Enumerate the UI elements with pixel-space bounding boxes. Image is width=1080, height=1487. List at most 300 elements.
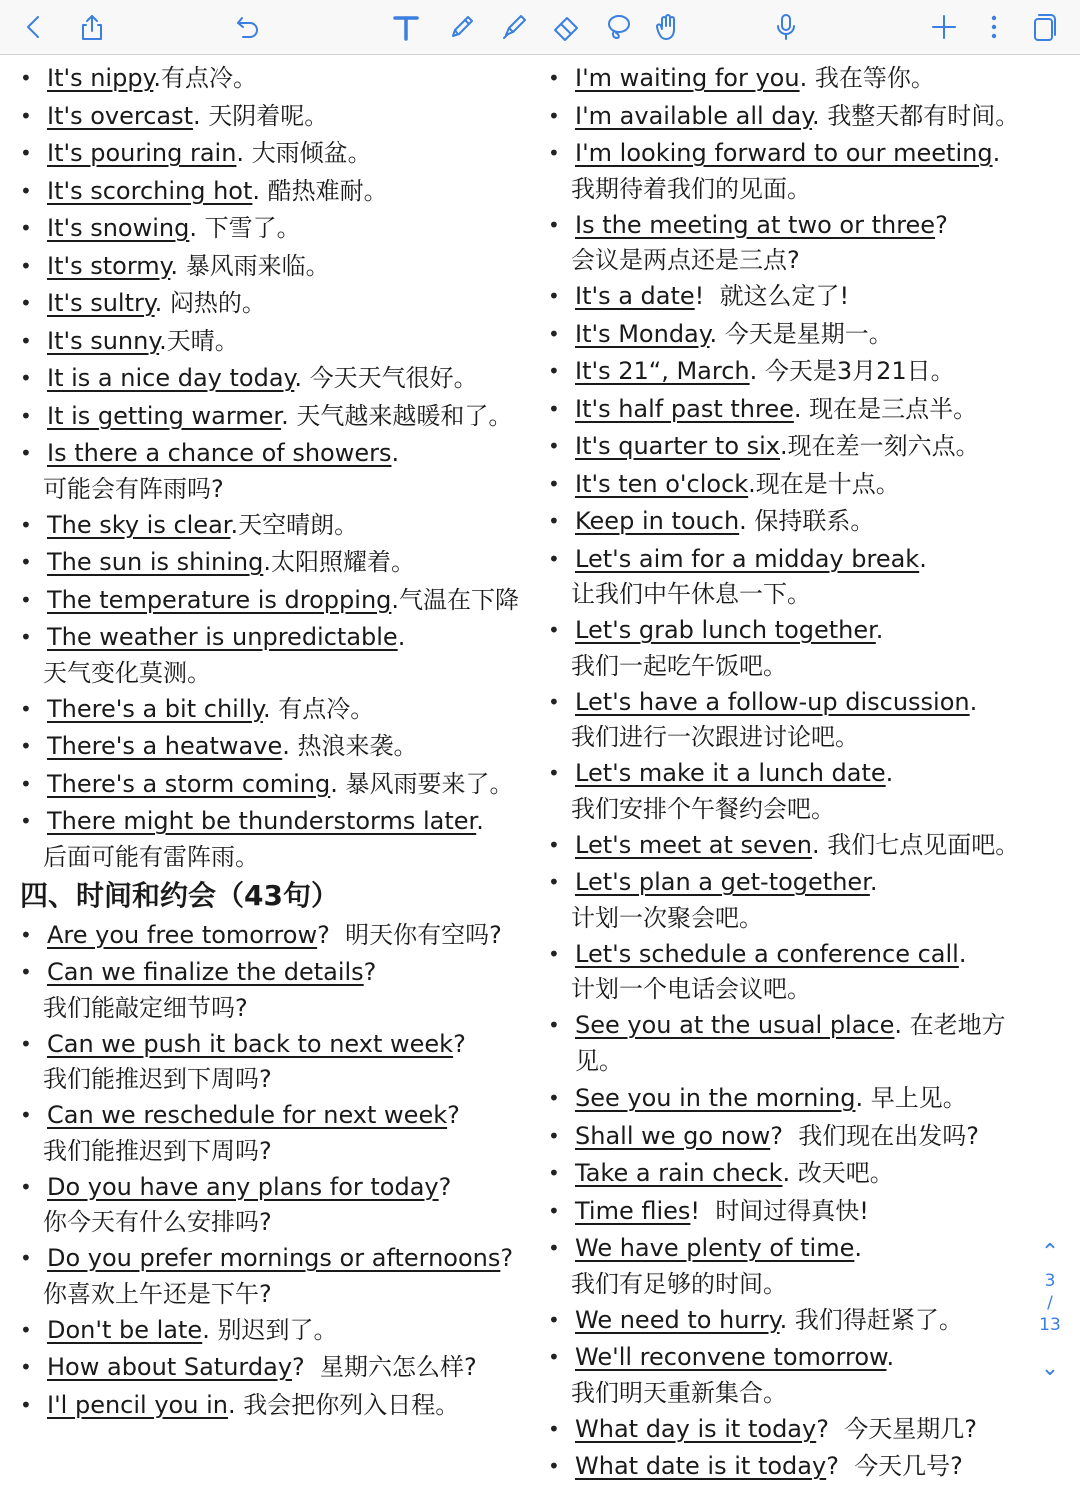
- bullet: •: [20, 291, 32, 315]
- chinese-translation: 我们安排个午餐约会吧。: [571, 794, 835, 823]
- bullet: •: [548, 832, 560, 857]
- phrase-punctuation: ?: [363, 958, 377, 986]
- bullet: •: [20, 512, 32, 537]
- phrase-punctuation: .: [202, 1315, 218, 1344]
- more-icon[interactable]: [972, 5, 1016, 49]
- chinese-translation: 天气变化莫测。: [43, 658, 211, 687]
- list-item: [20, 211, 525, 247]
- chinese-translation: 明天你有空吗?: [345, 920, 502, 949]
- english-phrase: Let's plan a get-together: [575, 868, 870, 896]
- english-phrase: It's a date: [575, 282, 695, 310]
- english-phrase: See you in the morning: [575, 1084, 856, 1112]
- chinese-translation: 太阳照耀着。: [270, 548, 415, 576]
- list-item: [20, 1313, 525, 1349]
- bullet: •: [548, 546, 560, 571]
- page-separator: /: [1047, 1293, 1053, 1313]
- chinese-translation: 大雨倾盆。: [251, 139, 372, 167]
- chinese-translation: 有点冷。: [161, 64, 257, 92]
- phrase-punctuation: !: [694, 282, 720, 310]
- phrase-punctuation: .: [799, 64, 815, 92]
- chinese-translation: 星期六怎么样?: [320, 1353, 477, 1381]
- right-column: [548, 61, 1048, 1487]
- list-item: [20, 1388, 525, 1424]
- chinese-translation: 我们有足够的时间。: [571, 1269, 787, 1298]
- chinese-translation: 我在等你。: [814, 64, 935, 92]
- chinese-translation: 下雪了。: [204, 214, 301, 242]
- english-phrase: Are you free tomorrow: [47, 920, 318, 949]
- bullet: •: [548, 471, 560, 496]
- bullet: •: [20, 1103, 32, 1127]
- bullet: •: [20, 771, 32, 796]
- chinese-translation: 我们一起吃午饭吧。: [571, 651, 787, 680]
- phrase-punctuation: .: [294, 364, 310, 392]
- list-item: [20, 136, 525, 172]
- phrase-punctuation: .: [263, 548, 271, 576]
- phrase-punctuation: .: [189, 214, 205, 242]
- current-page: 3: [1044, 1271, 1056, 1291]
- english-phrase: The weather is unpredictable: [47, 623, 398, 651]
- time-phrase-list: [20, 918, 525, 1424]
- bullet: •: [20, 441, 32, 465]
- english-phrase: Keep in touch: [575, 507, 740, 535]
- chinese-translation: 别迟到了。: [217, 1315, 338, 1344]
- phrase-punctuation: ?: [453, 1029, 466, 1058]
- list-item: [20, 174, 525, 210]
- phrase-punctuation: ?: [438, 1172, 452, 1201]
- bullet: •: [548, 1416, 560, 1441]
- list-item: [548, 392, 1048, 428]
- list-item: [548, 136, 1048, 206]
- english-phrase: It's snowing: [47, 214, 190, 242]
- list-item: [20, 1241, 525, 1311]
- bullet: •: [548, 509, 560, 533]
- list-item: [548, 756, 1048, 826]
- list-item: [20, 583, 525, 619]
- chinese-translation: 我整天都有时间。: [827, 101, 1020, 130]
- list-item: [20, 1027, 525, 1097]
- phrase-punctuation: .: [886, 1343, 895, 1371]
- english-phrase: I'm waiting for you: [575, 64, 800, 92]
- bullet: •: [20, 366, 32, 390]
- list-item: [20, 729, 525, 765]
- phrase-punctuation: ?: [317, 920, 346, 949]
- phrase-punctuation: .: [252, 176, 268, 205]
- english-phrase: We need to hurry: [575, 1305, 780, 1334]
- english-phrase: Let's grab lunch together: [575, 616, 876, 644]
- bullet: •: [548, 396, 560, 421]
- phrase-punctuation: .: [958, 939, 967, 968]
- undo-icon[interactable]: [226, 5, 270, 49]
- chinese-translation: 我们七点见面吧。: [827, 830, 1020, 859]
- english-phrase: It's sunny: [47, 326, 160, 355]
- english-phrase: It's scorching hot: [47, 176, 253, 205]
- appointment-phrase-list: [548, 61, 1048, 1485]
- phrase-punctuation: .: [854, 1234, 862, 1262]
- chinese-translation: 我们能推迟到下周吗?: [43, 1136, 272, 1165]
- phrase-punctuation: ?: [826, 1452, 855, 1480]
- share-icon[interactable]: [70, 5, 114, 49]
- phrase-punctuation: .: [885, 759, 894, 787]
- chinese-translation: 今天几号?: [854, 1452, 963, 1480]
- english-phrase: It's sultry: [47, 289, 155, 317]
- bullet: •: [20, 1392, 32, 1417]
- chinese-translation: 你喜欢上午还是下午?: [43, 1279, 272, 1308]
- bullet: •: [548, 1236, 560, 1260]
- english-phrase: Is the meeting at two or three: [575, 210, 936, 239]
- phrase-punctuation: ?: [500, 1244, 514, 1272]
- add-icon[interactable]: [922, 5, 966, 49]
- bullet: •: [548, 141, 560, 165]
- phrase-punctuation: ?: [292, 1353, 321, 1381]
- chinese-translation: 在老地方见。: [575, 1011, 1006, 1075]
- list-item: [548, 828, 1048, 864]
- bullet: •: [548, 1161, 560, 1185]
- list-item: [20, 545, 525, 581]
- list-item: [548, 1081, 1048, 1117]
- chinese-translation: 现在差一刻六点。: [787, 432, 980, 460]
- list-item: [20, 361, 525, 397]
- english-phrase: Do you prefer mornings or afternoons: [47, 1244, 501, 1272]
- english-phrase: It's quarter to six: [575, 432, 781, 460]
- phrase-punctuation: .: [153, 64, 161, 92]
- english-phrase: The temperature is dropping: [47, 585, 392, 614]
- chinese-translation: 酷热难耐。: [267, 176, 388, 205]
- chinese-translation: 我期待着我们的见面。: [571, 174, 811, 203]
- english-phrase: I'm looking forward to our meeting: [575, 139, 993, 167]
- english-phrase: Can we push it back to next week: [47, 1029, 454, 1058]
- list-item: [548, 279, 1048, 315]
- list-item: [20, 804, 525, 874]
- phrase-punctuation: .: [855, 1084, 871, 1112]
- english-phrase: Is there a chance of showers: [47, 439, 392, 467]
- bullet: •: [20, 253, 32, 278]
- list-item: [20, 99, 525, 135]
- english-phrase: The sky is clear: [47, 510, 231, 539]
- phrase-punctuation: .: [749, 357, 765, 385]
- bullet: •: [20, 625, 32, 649]
- list-item: [548, 429, 1048, 465]
- bullet: •: [20, 178, 32, 203]
- chinese-translation: 计划一次聚会吧。: [571, 903, 763, 932]
- list-item: [548, 1340, 1048, 1410]
- chinese-translation: 气温在下降: [399, 585, 520, 614]
- english-phrase: There might be thunderstorms later: [47, 807, 477, 835]
- bullet: •: [20, 141, 32, 165]
- bullet: •: [548, 618, 560, 642]
- chinese-translation: 现在是十点。: [755, 469, 900, 498]
- english-phrase: Let's meet at seven: [575, 830, 812, 859]
- phrase-punctuation: .: [779, 1305, 795, 1334]
- phrase-punctuation: .: [391, 585, 400, 614]
- english-phrase: What day is it today: [575, 1414, 817, 1443]
- list-item: [20, 399, 525, 435]
- list-item: [20, 1098, 525, 1168]
- list-item: [548, 504, 1048, 540]
- english-phrase: Time flies: [575, 1196, 691, 1225]
- chinese-translation: 暴风雨来临。: [185, 251, 330, 280]
- list-item: [548, 1156, 1048, 1192]
- bullet: •: [20, 328, 32, 353]
- phrase-punctuation: .: [793, 394, 810, 423]
- phrase-punctuation: .: [230, 510, 239, 539]
- chinese-translation: 保持联系。: [754, 507, 875, 535]
- bullet: •: [20, 696, 32, 721]
- bullet: •: [548, 1013, 560, 1037]
- eraser-icon[interactable]: [544, 5, 588, 49]
- chinese-translation: 天晴。: [166, 326, 239, 355]
- english-phrase: We'll reconvene tomorrow: [575, 1343, 887, 1371]
- phrase-punctuation: .: [709, 319, 725, 348]
- bullet: •: [20, 216, 32, 240]
- phrase-punctuation: .: [397, 623, 406, 651]
- chinese-translation: 今天天气很好。: [309, 364, 478, 392]
- phrase-punctuation: .: [969, 687, 978, 716]
- list-item: [20, 1170, 525, 1240]
- english-phrase: Let's schedule a conference call: [575, 939, 959, 968]
- bullet: •: [20, 587, 32, 612]
- phrase-punctuation: .: [159, 326, 167, 355]
- phrase-punctuation: .: [154, 289, 170, 317]
- chinese-translation: 闷热的。: [169, 289, 266, 317]
- phrase-punctuation: ?: [816, 1414, 845, 1443]
- chinese-translation: 时间过得真快!: [715, 1196, 869, 1225]
- phrase-punctuation: .: [391, 439, 400, 467]
- list-item: [548, 354, 1048, 390]
- list-item: [548, 99, 1048, 135]
- bullet: •: [548, 689, 560, 714]
- chinese-translation: 我们得赶紧了。: [794, 1305, 963, 1334]
- chevron-up-icon[interactable]: ⌃: [1040, 1240, 1060, 1265]
- list-item: [20, 1350, 525, 1386]
- phrase-punctuation: !: [690, 1196, 716, 1225]
- bullet: •: [20, 922, 32, 947]
- list-item: [20, 508, 525, 544]
- bullet: •: [548, 1345, 560, 1369]
- english-phrase: Let's aim for a midday break: [575, 544, 920, 573]
- list-item: [548, 1412, 1048, 1448]
- list-item: [548, 1008, 1048, 1079]
- total-pages: 13: [1039, 1315, 1061, 1335]
- phrase-punctuation: .: [193, 101, 209, 130]
- bullet: •: [548, 1123, 560, 1148]
- english-phrase: Can we reschedule for next week: [47, 1101, 448, 1129]
- lasso-icon[interactable]: [596, 5, 640, 49]
- chinese-translation: 我们进行一次跟进讨论吧。: [571, 723, 859, 751]
- list-item: [548, 937, 1048, 1007]
- english-phrase: It's ten o'clock: [575, 469, 749, 498]
- bullet: •: [20, 1246, 32, 1270]
- phrase-punctuation: ?: [770, 1121, 799, 1150]
- english-phrase: I'l pencil you in: [47, 1390, 228, 1419]
- english-phrase: There's a heatwave: [47, 732, 283, 760]
- english-phrase: We have plenty of time: [575, 1234, 855, 1262]
- bullet: •: [20, 403, 32, 428]
- english-phrase: It's 21“, March: [575, 357, 750, 385]
- phrase-punctuation: .: [170, 251, 186, 280]
- chinese-translation: 计划一个电话会议吧。: [571, 975, 811, 1003]
- chinese-translation: 你今天有什么安排吗?: [43, 1208, 272, 1236]
- english-phrase: Let's have a follow-up discussion: [575, 687, 970, 716]
- phrase-punctuation: .: [236, 139, 252, 167]
- bullet: •: [548, 103, 560, 128]
- english-phrase: It's nippy: [47, 64, 154, 92]
- page-navigator: [1030, 1240, 1070, 1410]
- bullet: •: [20, 103, 32, 128]
- chinese-translation: 天阴着呢。: [208, 101, 329, 130]
- bullet: •: [548, 434, 560, 458]
- back-icon[interactable]: [12, 5, 56, 49]
- section-title: 四、时间和约会（43句）: [20, 878, 339, 912]
- list-item: [548, 613, 1048, 683]
- chinese-translation: 会议是两点还是三点?: [571, 246, 800, 274]
- list-item: [20, 767, 525, 803]
- chinese-translation: 我们能推迟到下周吗?: [43, 1065, 272, 1093]
- phrase-punctuation: .: [739, 507, 755, 535]
- chinese-translation: 改天吧。: [797, 1159, 894, 1187]
- english-phrase: The sun is shining: [47, 548, 264, 576]
- bullet: •: [20, 1355, 32, 1379]
- phrase-punctuation: ?: [447, 1101, 460, 1129]
- english-phrase: See you at the usual place: [575, 1011, 895, 1039]
- bullet: •: [548, 870, 560, 894]
- list-item: [548, 542, 1048, 612]
- list-item: [20, 918, 525, 954]
- chinese-translation: 我会把你列入日程。: [243, 1390, 460, 1419]
- phrase-punctuation: .: [894, 1011, 910, 1039]
- list-item: [20, 436, 525, 506]
- bullet: •: [548, 1307, 560, 1332]
- english-phrase: It's pouring rain: [47, 139, 237, 167]
- english-phrase: What date is it today: [575, 1452, 827, 1480]
- phrase-punctuation: .: [875, 616, 884, 644]
- hand-tool-icon[interactable]: [646, 5, 690, 49]
- phrase-punctuation: .: [812, 830, 828, 859]
- list-item: [548, 865, 1048, 935]
- phrase-punctuation: .: [330, 769, 346, 798]
- chinese-translation: 有点冷。: [278, 694, 375, 723]
- chinese-translation: 暴风雨要来了。: [345, 769, 514, 798]
- list-item: [548, 1194, 1048, 1230]
- english-phrase: Can we finalize the details: [47, 958, 364, 986]
- highlighter-icon[interactable]: [492, 5, 536, 49]
- chinese-translation: 我们能敲定细节吗?: [43, 993, 248, 1022]
- phrase-punctuation: .: [812, 101, 828, 130]
- english-phrase: How about Saturday: [47, 1353, 293, 1381]
- pages-icon[interactable]: [1022, 5, 1066, 49]
- phrase-punctuation: .: [869, 868, 878, 896]
- list-item: [548, 1449, 1048, 1485]
- bullet: •: [548, 941, 560, 966]
- list-item: [548, 208, 1048, 278]
- phrase-punctuation: ?: [935, 210, 948, 239]
- english-phrase: It is a nice day today: [47, 364, 295, 392]
- bullet: •: [548, 1454, 560, 1478]
- bullet: •: [548, 66, 560, 90]
- phrase-punctuation: .: [992, 139, 1001, 167]
- document-page: [0, 55, 1080, 1480]
- phrase-punctuation: .: [227, 1390, 244, 1419]
- bullet: •: [548, 212, 560, 237]
- chinese-translation: 天空晴朗。: [238, 510, 359, 539]
- list-item: [20, 955, 525, 1025]
- english-phrase: It's overcast: [47, 101, 194, 130]
- english-phrase: There's a storm coming: [47, 769, 331, 798]
- chinese-translation: 今天星期几?: [844, 1414, 977, 1443]
- chinese-translation: 让我们中午休息一下。: [571, 580, 811, 608]
- bullet: •: [548, 1198, 560, 1223]
- bullet: •: [20, 550, 32, 574]
- bullet: •: [20, 66, 32, 90]
- bullet: •: [20, 960, 32, 984]
- left-column: [20, 61, 525, 1425]
- bullet: •: [548, 321, 560, 346]
- phrase-punctuation: .: [919, 544, 927, 573]
- english-phrase: It is getting warmer: [47, 401, 282, 430]
- phrase-punctuation: .: [748, 469, 756, 498]
- phrase-punctuation: .: [281, 401, 297, 430]
- english-phrase: Let's make it a lunch date: [575, 759, 886, 787]
- list-item: [548, 1303, 1048, 1339]
- list-item: [548, 317, 1048, 353]
- bullet: •: [20, 1317, 32, 1342]
- chinese-translation: 现在是三点半。: [809, 394, 978, 423]
- chinese-translation: 今天是3月21日。: [764, 357, 955, 385]
- phrase-punctuation: .: [282, 732, 298, 760]
- english-phrase: It's Monday: [575, 319, 710, 348]
- bullet: •: [548, 761, 560, 785]
- chinese-translation: 今天是星期一。: [724, 319, 893, 348]
- list-item: [20, 61, 525, 97]
- bullet: •: [548, 1086, 560, 1110]
- list-item: [20, 620, 525, 690]
- chinese-translation: 我们明天重新集合。: [571, 1378, 787, 1407]
- toolbar: [0, 0, 1080, 55]
- bullet: •: [20, 809, 32, 833]
- chinese-translation: 后面可能有雷阵雨。: [43, 842, 259, 871]
- bullet: •: [548, 284, 560, 308]
- bullet: •: [20, 1031, 32, 1056]
- chinese-translation: 就这么定了!: [719, 282, 850, 310]
- chevron-down-icon[interactable]: ⌄: [1040, 1356, 1060, 1381]
- english-phrase: I'm available all day: [575, 101, 813, 130]
- english-phrase: It's half past three: [575, 394, 794, 423]
- english-phrase: Take a rain check: [575, 1159, 783, 1187]
- list-item: [20, 692, 525, 728]
- phrase-punctuation: .: [782, 1159, 798, 1187]
- chinese-translation: 天气越来越暖和了。: [296, 401, 513, 430]
- phrase-punctuation: .: [780, 432, 788, 460]
- bullet: •: [20, 734, 32, 758]
- microphone-icon[interactable]: [764, 5, 808, 49]
- list-item: [20, 324, 525, 360]
- bullet: •: [548, 359, 560, 383]
- bullet: •: [20, 1174, 32, 1199]
- english-phrase: It's stormy: [47, 251, 171, 280]
- chinese-translation: 我们现在出发吗?: [798, 1121, 979, 1150]
- english-phrase: There's a bit chilly: [47, 694, 263, 723]
- weather-phrase-list: [20, 61, 525, 874]
- text-tool-icon[interactable]: [384, 5, 428, 49]
- english-phrase: Do you have any plans for today: [47, 1172, 439, 1201]
- pen-tool-icon[interactable]: [440, 5, 484, 49]
- phrase-punctuation: .: [262, 694, 279, 723]
- chinese-translation: 可能会有阵雨吗?: [43, 474, 224, 503]
- list-item: [548, 1119, 1048, 1155]
- chinese-translation: 早上见。: [870, 1084, 967, 1112]
- list-item: [548, 1231, 1048, 1301]
- phrase-punctuation: .: [476, 807, 484, 835]
- english-phrase: Don't be late: [47, 1315, 203, 1344]
